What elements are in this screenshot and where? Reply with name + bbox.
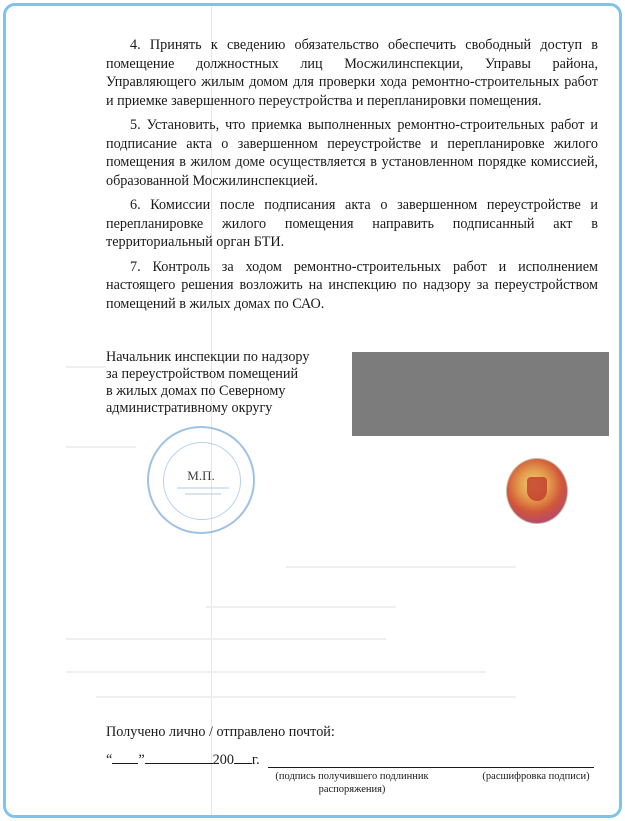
signature-hint: (подпись получившего подлинник распоряжения) [275,771,429,795]
show-through-line [66,671,486,673]
show-through-line [66,366,106,368]
seal-small-print [163,485,239,502]
show-through-line [66,638,386,640]
date-close-quote: ” [138,752,145,768]
decision-body [106,36,598,319]
receipt-label: Получено лично / отправлено почтой: [106,724,335,740]
year-blank [234,750,252,764]
month-blank [145,750,213,764]
coat-of-arms-icon [527,477,547,501]
show-through-line [96,696,516,698]
hologram-sticker [506,458,568,524]
year-prefix: 200 [212,752,234,768]
date-open-quote: “ [106,752,113,768]
show-through-line [66,446,136,448]
show-through-line [286,566,516,568]
signatory-line: Начальник инспекции по надзору [106,349,310,365]
date-row [106,750,260,769]
signatory-line: административному округу [106,400,273,416]
paragraph-5: 5. Установить, что приемка выполненных ремонтно-строительных работ и подписание акта о завершенном переустройстве и перепланировке жилого помещения в жилом доме осуществляется в установленном порядке комиссией, образованной Мосжилинспекцией. [106,117,598,189]
decoding-hint: (расшифровка подписи) [482,771,590,782]
year-suffix: г. [251,752,260,768]
paragraph-4: 4. Принять к сведению обязательство обеспечить свободный доступ в помещение должностных лиц Мосжилинспекции, Управы района, Управляющего жилым домом для проверки хода ремонтно-строительных работ и приемке завершенного переустройства и перепланировки помещения. [106,37,598,109]
signatory-line: за переустройством помещений [106,366,299,382]
official-seal [147,426,255,534]
show-through-line [206,606,396,608]
redacted-signature-area [352,352,609,436]
signatory-title [106,349,346,417]
paragraph-6: 6. Комиссии после подписания акта о завершенном переустройстве и перепланировке жилого помещения направить подписанный акт в территориальный орган БТИ. [106,197,598,250]
page-frame [3,3,622,818]
day-blank [112,750,138,764]
paragraph-7: 7. Контроль за ходом ремонтно-строительных работ и исполнением настоящего решения возложить на инспекцию по надзору за переустройством помещений в жилых домах по САО. [106,258,598,312]
signature-line [268,767,594,768]
seal-text-lines [163,485,243,499]
signatory-line: в жилых домах по Северному [106,383,286,399]
seal-label: М.П. [187,468,215,483]
